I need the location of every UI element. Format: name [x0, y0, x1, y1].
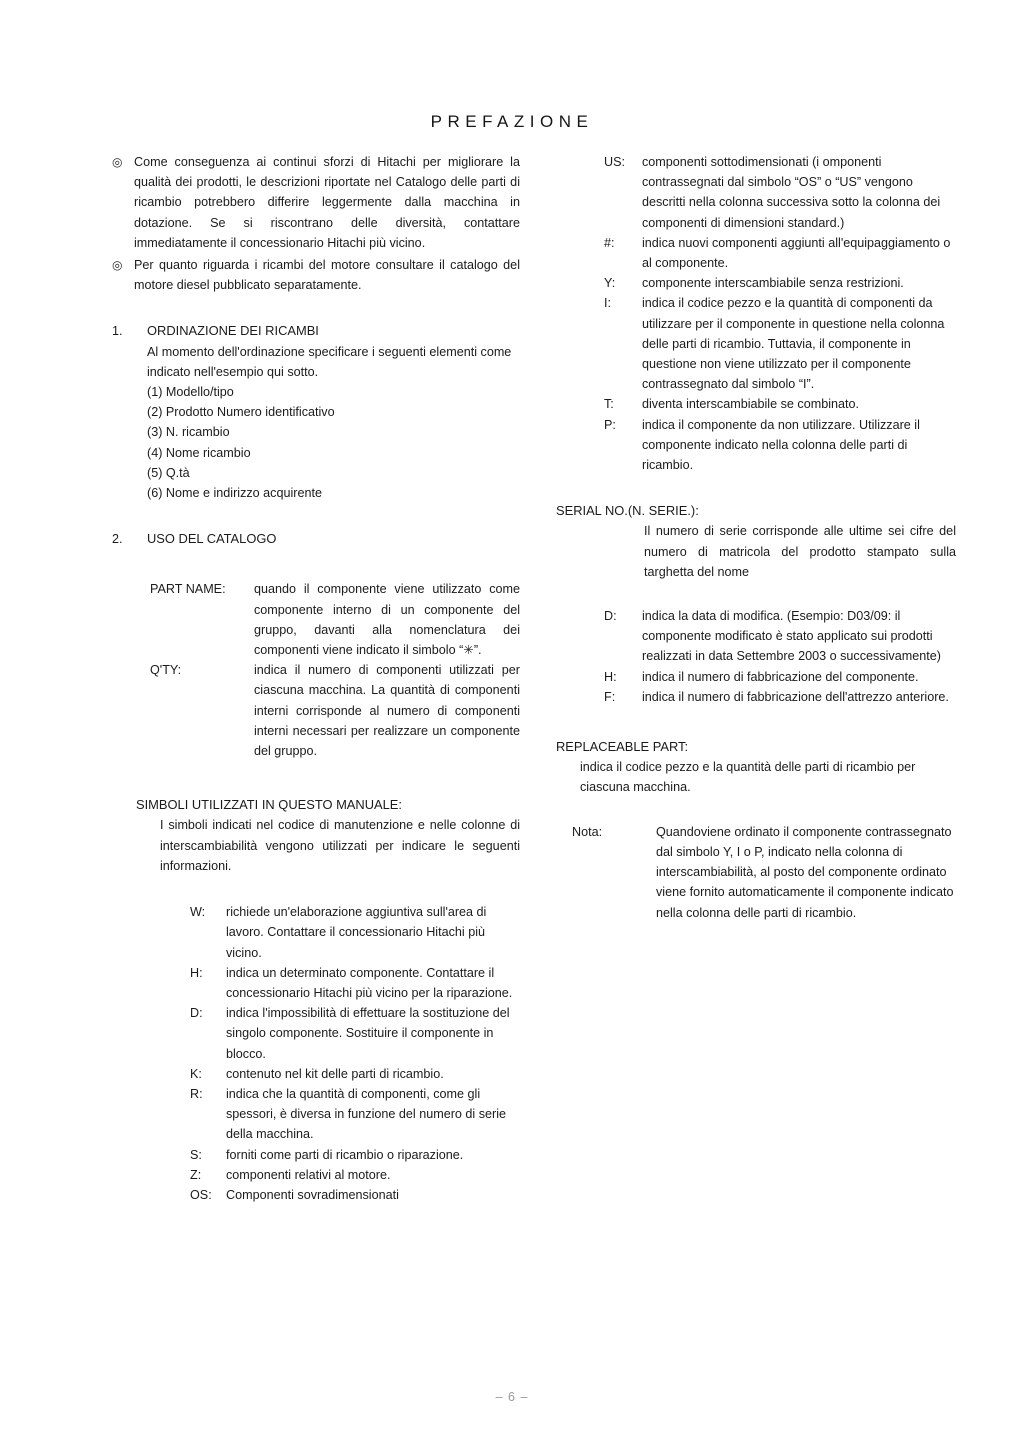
definition-row [604, 233, 956, 273]
symbol-label: OS: [190, 1187, 212, 1202]
symbol-text: indica il codice pezzo e la quantità di componenti da utilizzare per il componente in questione nella colonna delle parti di ricambio. Tuttavia, il componente in questione non viene utilizzato per il componente contrassegnato dal simbolo “I”. [642, 296, 945, 392]
list-item [112, 255, 520, 295]
list-item [112, 152, 520, 253]
section-heading: ORDINAZIONE DEI RICAMBI [147, 323, 319, 339]
double-circle-bullet-icon: ◎ [112, 258, 123, 273]
definition-row [190, 1165, 520, 1185]
nota-label: Nota: [572, 824, 603, 839]
definition-row [604, 415, 956, 476]
definition-row [150, 579, 520, 660]
part-name-definitions [150, 579, 520, 761]
symbol-text: indica un determinato componente. Contattare il concessionario Hitachi più vicino per la riparazione. [226, 965, 513, 1000]
symbol-text: indica il numero di fabbricazione del componente. [642, 669, 919, 684]
definition-row [190, 1064, 520, 1084]
symbol-label: H: [604, 669, 617, 684]
definition-row [572, 822, 956, 923]
symbol-text: contenuto nel kit delle parti di ricambio. [226, 1066, 444, 1081]
ordering-items-list [147, 382, 520, 503]
definition-row [604, 273, 956, 293]
definition-label: PART NAME: [150, 582, 226, 597]
section-number: 2. [112, 532, 123, 547]
definition-text: indica il numero di componenti utilizzati per ciascuna macchina. La quantità di componenti interni corrisponde al numero di componenti interni necessari per realizzare un componente del gruppo. [254, 663, 520, 759]
two-column-body [0, 152, 1024, 1332]
left-column [112, 152, 520, 1205]
symbol-text: diventa interscambiabile se combinato. [642, 397, 860, 412]
right-column [556, 152, 956, 923]
symbol-definitions-list [190, 902, 520, 1205]
definition-row [604, 293, 956, 394]
replaceable-part-section [556, 737, 956, 798]
symbol-label: T: [604, 397, 614, 412]
symbol-text: indica il componente da non utilizzare. Utilizzare il componente indicato nella colonna delle parti di ricambio. [642, 417, 920, 473]
symbol-label: F: [604, 689, 616, 704]
list-item: (2) Prodotto Numero identificativo [147, 405, 335, 420]
symbol-text: componenti sottodimensionati (i omponenti contrassegnati dal simbolo “OS” o “US” vengono descritti nella colonna successiva sotto la colonna dei componenti di dimensioni standard.) [642, 155, 941, 230]
nota-text: Quandoviene ordinato il componente contrassegnato dal simbolo Y, I o P, indicato nella colonna di interscambiabilità, al posto del componente ordinato viene fornito automaticamente il componente indicato nella colonna delle parti di ricambio. [656, 824, 954, 920]
symbol-label: W: [190, 905, 206, 920]
definition-row [190, 1003, 520, 1064]
symbol-text: indica l'impossibilità di effettuare la sostituzione del singolo componente. Sostituire il componente in blocco. [226, 1006, 510, 1061]
double-circle-bullet-icon: ◎ [112, 155, 123, 169]
intro-bullet-list [112, 152, 520, 295]
section-uso-del-catalogo [112, 529, 520, 549]
symbol-text: componente interscambiabile senza restrizioni. [642, 276, 904, 291]
symbol-text: forniti come parti di ricambio o riparazione. [226, 1147, 464, 1162]
intro-paragraph: Per quanto riguarda i ricambi del motore consultare il catalogo del motore diesel pubblicato separatamente. [134, 258, 520, 293]
list-item: (1) Modello/tipo [147, 385, 234, 400]
symbol-text: indica il numero di fabbricazione dell'attrezzo anteriore. [642, 689, 949, 704]
symbol-label: H: [190, 965, 203, 980]
page-number-footer: – 6 – [495, 1390, 529, 1404]
section-ordinazione [112, 321, 520, 503]
definition-row [604, 606, 956, 667]
page-title: PREFAZIONE [430, 112, 594, 131]
symbol-label: R: [190, 1086, 203, 1101]
symbol-label: I: [604, 296, 611, 311]
symbol-text: indica che la quantità di componenti, come gli spessori, è diversa in funzione del numero di serie della macchina. [226, 1086, 507, 1142]
serial-text: Il numero di serie corrisponde alle ultime sei cifre del numero di matricola del prodotto stampato sulla targhetta del nome [644, 524, 956, 579]
symbols-section [136, 795, 520, 876]
replaceable-part-heading: REPLACEABLE PART: [556, 739, 689, 755]
date-symbols-list [604, 606, 956, 707]
symbol-text: indica nuovi componenti aggiunti all'equipaggiamento o al componente. [642, 235, 951, 271]
definition-row [604, 667, 956, 687]
section-heading: USO DEL CATALOGO [147, 531, 277, 547]
section-number: 1. [112, 324, 123, 339]
definition-row [604, 152, 956, 233]
symbols-heading: SIMBOLI UTILIZZATI IN QUESTO MANUALE: [136, 797, 402, 813]
definition-row [190, 902, 520, 963]
symbol-label: D: [190, 1006, 203, 1021]
definition-row [190, 963, 520, 1003]
symbol-label: #: [604, 235, 615, 250]
definition-row [190, 1145, 520, 1165]
list-item: (4) Nome ricambio [147, 445, 251, 460]
symbol-label: US: [604, 155, 625, 169]
definition-row [190, 1084, 520, 1145]
symbol-label: S: [190, 1147, 202, 1162]
serial-number-section [556, 501, 956, 582]
symbol-text: componenti relativi al motore. [226, 1167, 391, 1182]
list-item: (6) Nome e indirizzo acquirente [147, 486, 322, 501]
interchangeability-symbols-list [604, 152, 956, 475]
symbol-text: richiede un'elaborazione aggiuntiva sull'area di lavoro. Contattare il concessionario Hitachi più vicino. [226, 905, 487, 960]
section-intro: Al momento dell'ordinazione specificare i seguenti elementi come indicato nell'esempio qui sotto. [147, 344, 512, 379]
symbol-label: P: [604, 417, 616, 432]
definition-row [604, 394, 956, 414]
definition-row [150, 660, 520, 761]
symbol-label: Y: [604, 276, 616, 291]
symbol-text: Componenti sovradimensionati [226, 1187, 399, 1202]
definition-label: Q'TY: [150, 663, 182, 678]
definition-text: quando il componente viene utilizzato come componente interno di un componente del gruppo, davanti alla nomenclatura dei componenti viene indicato il simbolo “✳”. [254, 582, 520, 658]
nota-section [572, 822, 956, 923]
list-item: (3) N. ricambio [147, 425, 230, 440]
definition-row [190, 1185, 520, 1205]
symbol-label: K: [190, 1066, 202, 1081]
intro-paragraph: Come conseguenza ai continui sforzi di Hitachi per migliorare la qualità dei prodotti, le descrizioni riportate nel Catalogo delle parti di ricambio potrebbero differire leggermente dalla macchina in dotazione. Se si riscontrano delle diversità, contattare immediatamente il concessionario Hitachi più vicino. [134, 155, 520, 250]
definition-row [604, 687, 956, 707]
symbol-label: D: [604, 609, 617, 624]
serial-heading: SERIAL NO.(N. SERIE.): [556, 503, 699, 519]
symbol-label: Z: [190, 1167, 202, 1182]
symbol-text: indica la data di modifica. (Esempio: D03/09: il componente modificato è stato applicato sui prodotti realizzati in data Settembre 2003 o successivamente) [642, 609, 941, 664]
list-item: (5) Q.tà [147, 465, 190, 480]
symbols-intro: I simboli indicati nel codice di manutenzione e nelle colonne di interscambiabilità vengono utilizzati per indicare le seguenti informazioni. [160, 818, 520, 873]
replaceable-part-text: indica il codice pezzo e la quantità delle parti di ricambio per ciascuna macchina. [580, 760, 916, 795]
